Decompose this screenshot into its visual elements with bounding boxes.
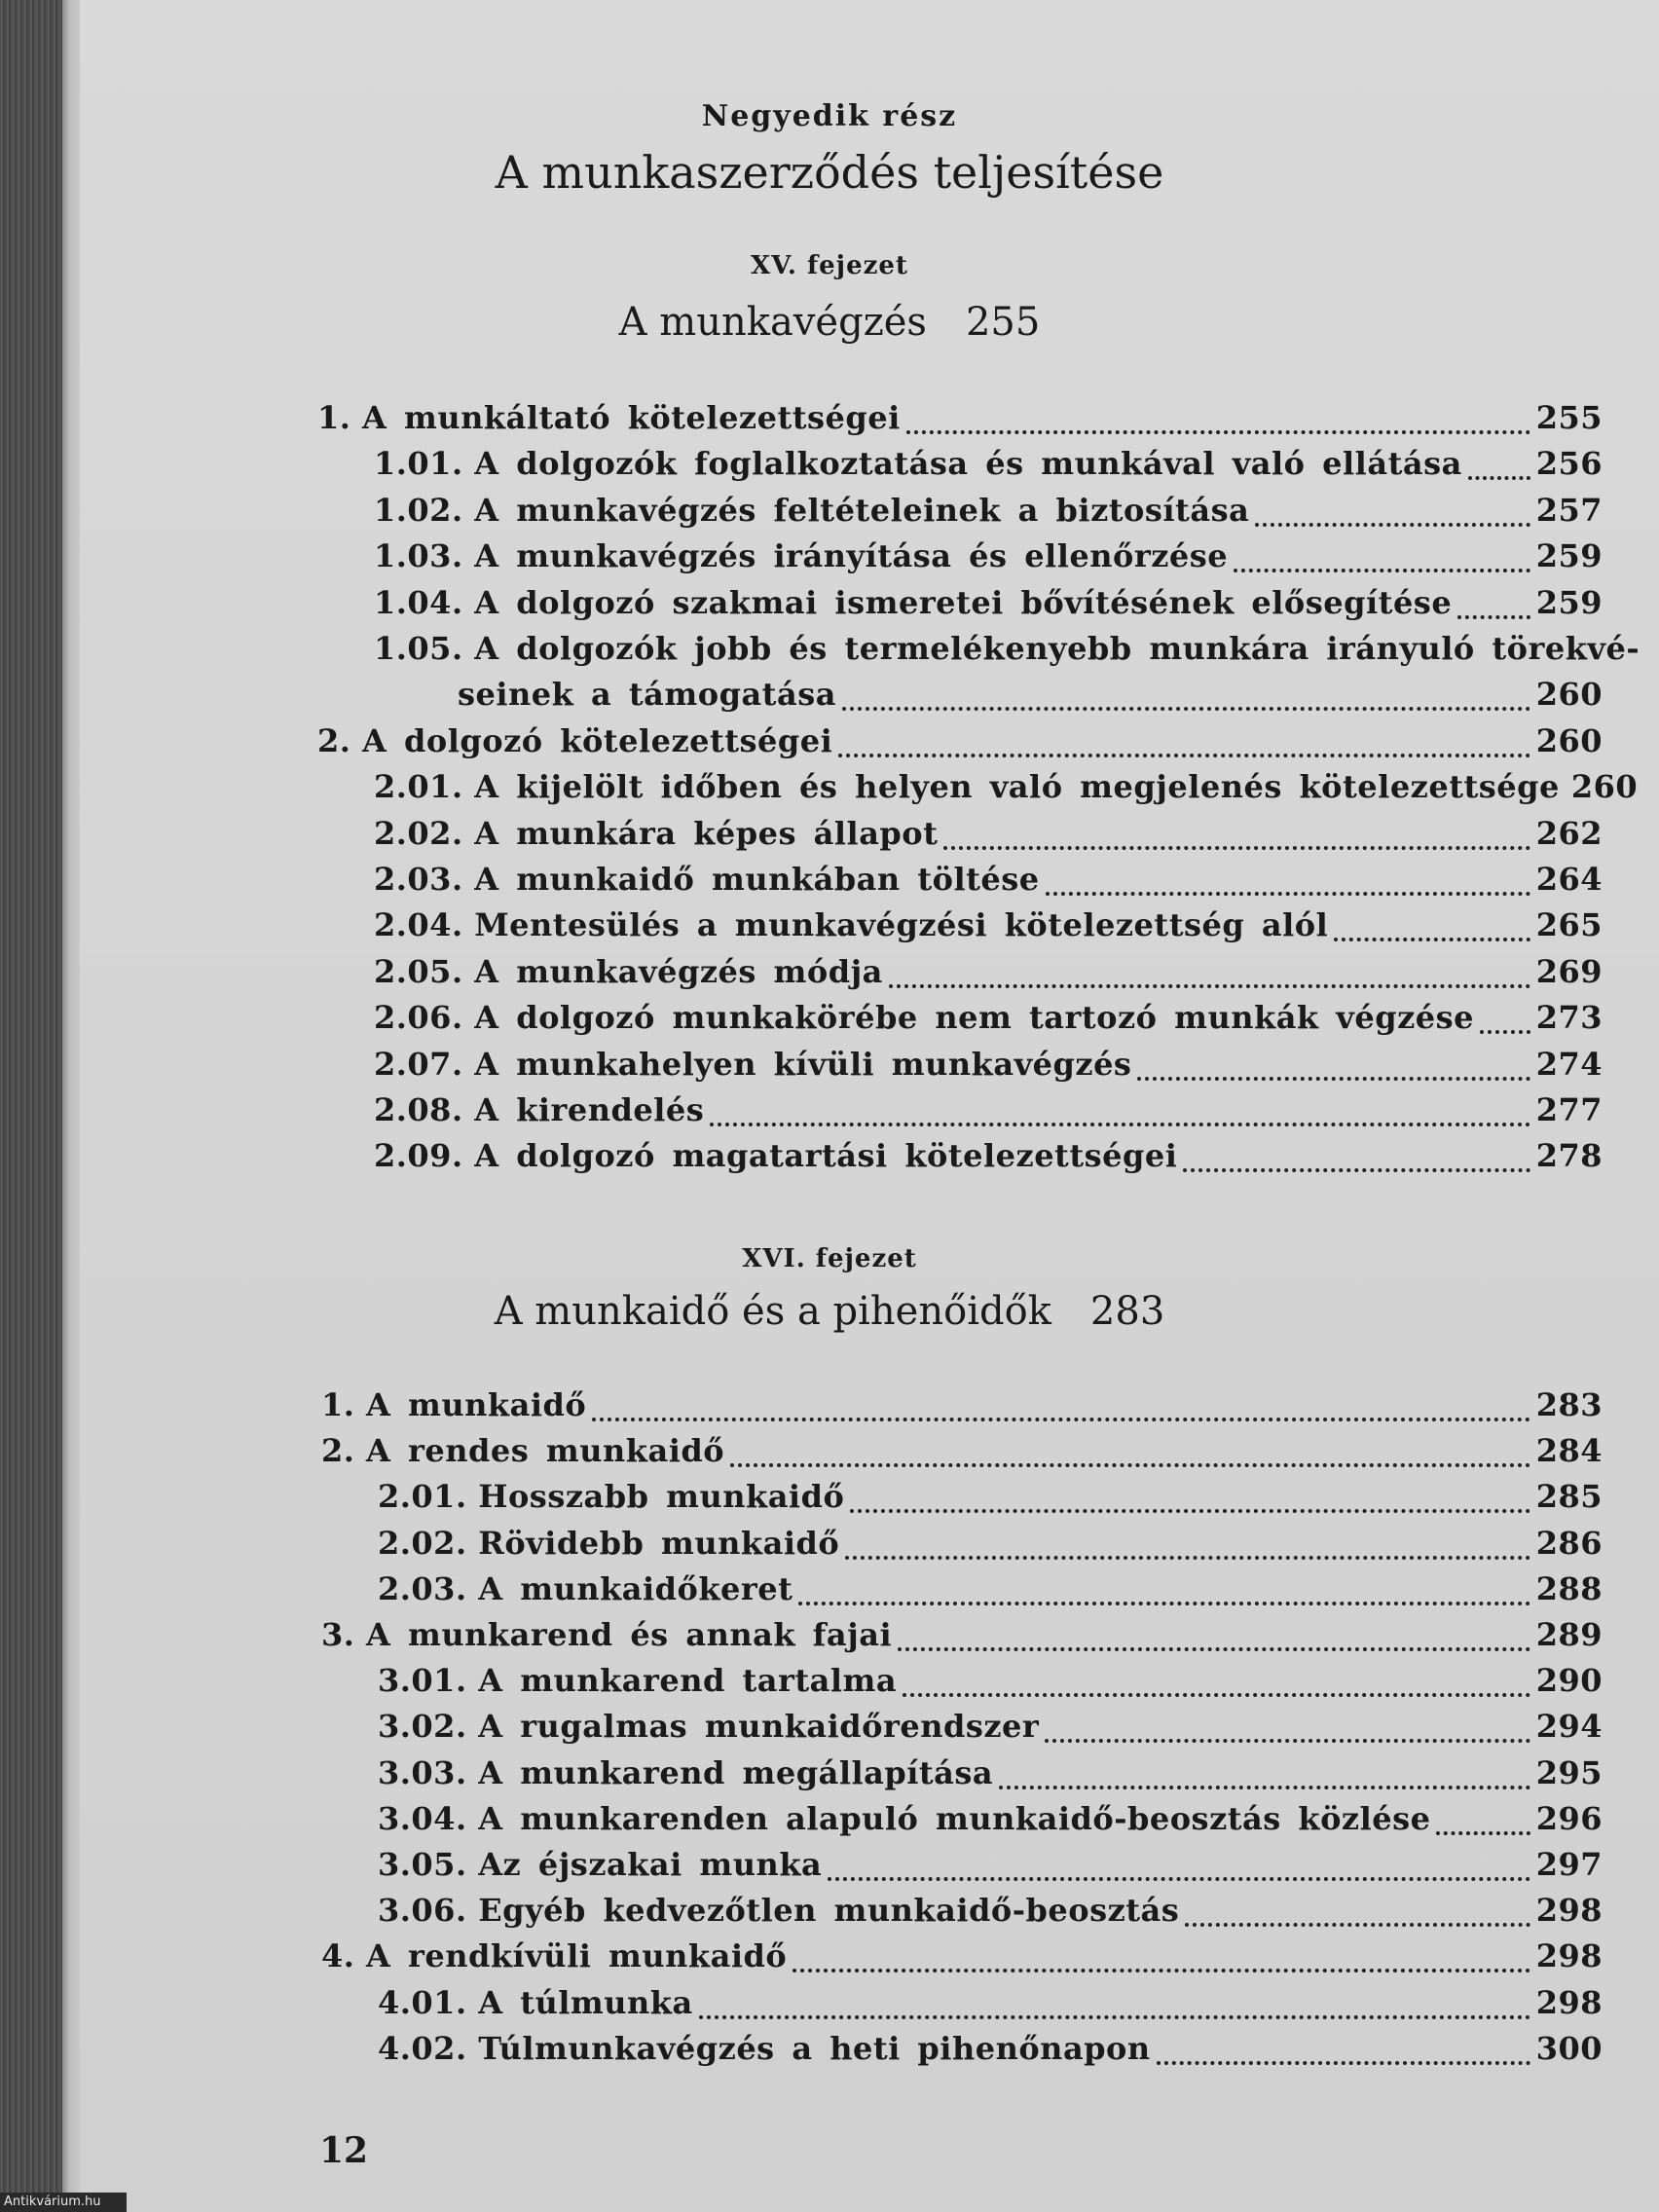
- toc-entry: [317, 399, 1603, 444]
- toc-entry: [374, 584, 1603, 629]
- toc-leader-dots: [1157, 2061, 1530, 2065]
- toc-entry-text: A munkavégzés irányítása és ellenőrzése: [474, 537, 1229, 575]
- toc-entry-number: 1.04.: [374, 583, 475, 621]
- toc-entry-text: A munkavégzés feltételeinek a biztosítása: [474, 491, 1250, 529]
- toc-entry: [374, 768, 1639, 813]
- toc-entry-number: 3.03.: [378, 1753, 479, 1791]
- toc-entry: [317, 722, 1603, 767]
- toc-entry-number: 3.: [321, 1616, 367, 1653]
- toc-entry-text: Egyéb kedvezőtlen munkaidő-beosztás: [478, 1892, 1180, 1930]
- toc-entry: [374, 492, 1603, 536]
- toc-entry-number: 3.01.: [378, 1662, 479, 1700]
- toc-entry-text: A munkaidő: [366, 1386, 587, 1423]
- toc-entry: [378, 1846, 1603, 1891]
- toc-entry-number: 1.05.: [374, 630, 475, 667]
- toc-entry-number: 2.: [317, 721, 363, 759]
- toc-leader-dots: [1436, 1831, 1530, 1835]
- part-title: A munkaszerződés teljesítése: [495, 146, 1164, 199]
- toc-entry-text: A munkaidő munkában töltése: [474, 861, 1040, 898]
- toc-entry: [374, 1137, 1603, 1182]
- toc-entry-text: A dolgozó kötelezettségei: [362, 721, 833, 759]
- toc-entry-number: 2.03.: [374, 861, 475, 898]
- toc-leader-dots: [1183, 1168, 1530, 1172]
- toc-entry-number: 3.05.: [378, 1846, 479, 1883]
- toc-entry-page: 262: [1535, 814, 1603, 852]
- toc-entry-text: A munkáltató kötelezettségei: [362, 399, 901, 436]
- toc-entry-text: A rugalmas munkaidőrendszer: [478, 1708, 1040, 1746]
- toc-leader-dots: [903, 1693, 1530, 1697]
- toc-entry: [321, 1616, 1603, 1661]
- toc-entry-number: 2.01.: [374, 768, 475, 806]
- toc-entry-number: 4.01.: [378, 1983, 479, 2021]
- toc-entry-text: Mentesülés a munkavégzési kötelezettség alól: [474, 906, 1329, 944]
- toc-entry-text: A dolgozó munkakörébe nem tartozó munkák végzése: [474, 999, 1474, 1037]
- toc-entry-number: 1.03.: [374, 537, 475, 575]
- toc-entry: [374, 1046, 1603, 1090]
- toc-entry-page: 273: [1535, 999, 1603, 1037]
- toc-entry-page: 255: [1535, 399, 1603, 436]
- toc-entry-number: 1.: [321, 1386, 367, 1423]
- toc-entry-text: A munkarend tartalma: [478, 1662, 898, 1700]
- toc-entry-number: 2.02.: [378, 1524, 479, 1562]
- toc-entry-page: 257: [1535, 491, 1603, 529]
- toc-entry-text: Hosszabb munkaidő: [478, 1478, 845, 1516]
- toc-entry: [321, 1432, 1603, 1477]
- chapter-15-label: XV. fejezet: [751, 251, 908, 280]
- toc-entry-text: seinek a támogatása: [458, 676, 836, 714]
- chapter-16-title-text: A munkaidő és a pihenőidők: [494, 1289, 1051, 1334]
- toc-entry-text: A munkaidőkeret: [478, 1569, 793, 1607]
- toc-entry-page: 260: [1535, 676, 1603, 714]
- toc-leader-dots: [710, 1123, 1530, 1126]
- toc-entry: [374, 1091, 1603, 1136]
- toc-leader-dots: [592, 1418, 1530, 1421]
- toc-entry-number: 2.01.: [378, 1478, 479, 1516]
- toc-leader-dots: [1234, 569, 1530, 572]
- toc-leader-dots: [730, 1463, 1530, 1467]
- toc-entry-number: 2.08.: [374, 1091, 475, 1128]
- toc-entry-number: 3.04.: [378, 1799, 479, 1837]
- toc-entry-text: A munkavégzés módja: [474, 952, 883, 990]
- toc-entry-number: 2.05.: [374, 952, 475, 990]
- toc-entry-text: A dolgozók foglalkoztatása és munkával való ellátása: [474, 445, 1462, 483]
- toc-entry: [374, 815, 1603, 860]
- toc-entry-text: A kirendelés: [474, 1091, 705, 1128]
- toc-entry-number: 1.01.: [374, 445, 475, 483]
- toc-entry-text: A dolgozó szakmai ismeretei bővítésének elősegítése: [474, 583, 1453, 621]
- toc-entry-text: A munkarenden alapuló munkaidő-beosztás közlése: [478, 1799, 1431, 1837]
- toc-entry-number: 2.03.: [378, 1569, 479, 1607]
- toc-entry-text: A rendkívüli munkaidő: [366, 1937, 788, 1975]
- toc-leader-dots: [699, 2015, 1530, 2019]
- toc-entry-text: A munkarend megállapítása: [478, 1753, 994, 1791]
- toc-entry-page: 298: [1535, 1937, 1603, 1975]
- toc-entry: [378, 1984, 1603, 2029]
- toc-entry-number: 2.04.: [374, 906, 475, 944]
- toc-leader-dots: [1185, 1923, 1530, 1927]
- toc-entry-page: 290: [1535, 1662, 1603, 1700]
- chapter-15-title-page: 255: [965, 300, 1041, 345]
- toc-leader-dots: [828, 1877, 1530, 1881]
- toc-entry-number: 4.02.: [378, 2029, 479, 2067]
- toc-leader-dots: [1045, 1739, 1530, 1743]
- toc-entry-number: 2.02.: [374, 814, 475, 852]
- watermark: Antikvárium.hu: [0, 2193, 127, 2212]
- page-number: 12: [319, 2130, 369, 2171]
- toc-entry-page: 265: [1535, 906, 1603, 944]
- toc-entry-page: 256: [1535, 445, 1603, 483]
- toc-entry-page: 284: [1535, 1432, 1603, 1470]
- toc-entry-number: 2.: [321, 1432, 367, 1470]
- toc-entry: [378, 1754, 1603, 1799]
- toc-entry-page: 298: [1535, 1892, 1603, 1930]
- toc-entry-text: A kijelölt időben és helyen való megjelenés kötelezettsége: [474, 768, 1560, 806]
- toc-entry: [374, 537, 1603, 582]
- chapter-16-label: XVI. fejezet: [742, 1244, 917, 1273]
- toc-entry-page: 297: [1535, 1846, 1603, 1883]
- toc-entry-text: A munkarend és annak fajai: [366, 1616, 893, 1653]
- toc-leader-dots: [845, 1556, 1530, 1560]
- toc-entry-text: A munkahelyen kívüli munkavégzés: [474, 1045, 1132, 1083]
- toc-leader-dots: [943, 846, 1530, 850]
- toc-leader-dots: [798, 1602, 1530, 1605]
- toc-entry-text: A munkára képes állapot: [474, 814, 939, 852]
- toc-entry: [374, 630, 1641, 675]
- toc-leader-dots: [1334, 938, 1530, 941]
- toc-entry-page: 298: [1535, 1983, 1603, 2021]
- toc-entry: [378, 1892, 1603, 1936]
- toc-entry: [374, 861, 1603, 905]
- toc-entry-page: 259: [1535, 583, 1603, 621]
- toc-entry-text: Rövidebb munkaidő: [478, 1524, 840, 1562]
- toc-entry-page: 259: [1535, 537, 1603, 575]
- toc-leader-dots: [1137, 1077, 1530, 1081]
- toc-entry: [378, 2030, 1603, 2075]
- toc-leader-dots: [1255, 523, 1530, 527]
- toc-entry-page: 288: [1535, 1569, 1603, 1607]
- chapter-15-title: [0, 300, 1659, 345]
- toc-leader-dots: [842, 707, 1530, 711]
- toc-entry-number: 2.07.: [374, 1045, 475, 1083]
- toc-leader-dots: [906, 430, 1530, 434]
- toc-leader-dots: [1457, 615, 1530, 619]
- toc-entry: [378, 1662, 1603, 1707]
- toc-entry: [374, 999, 1603, 1044]
- toc-entry: [374, 445, 1603, 490]
- toc-entry: [374, 906, 1603, 951]
- toc-entry: [378, 1570, 1603, 1615]
- toc-entry-page: 295: [1535, 1753, 1603, 1791]
- part-label: Negyedik rész: [701, 99, 958, 133]
- toc-entry-text: Túlmunkavégzés a heti pihenőnapon: [478, 2029, 1151, 2067]
- toc-leader-dots: [838, 754, 1530, 757]
- toc-entry-page: 277: [1535, 1091, 1603, 1128]
- toc-entry-page: 294: [1535, 1708, 1603, 1746]
- toc-leader-dots: [1046, 892, 1530, 896]
- chapter-16-title-page: 283: [1089, 1289, 1165, 1334]
- toc-leader-dots: [793, 1969, 1530, 1972]
- toc-entry: [378, 1525, 1603, 1569]
- toc-entry-page: 260: [1535, 721, 1603, 759]
- chapter-15-title-text: A munkavégzés: [618, 300, 927, 345]
- toc-entry-number: 1.02.: [374, 491, 475, 529]
- toc-entry-page: 269: [1535, 952, 1603, 990]
- toc-entry: [458, 676, 1603, 720]
- toc-entry-text: Az éjszakai munka: [478, 1846, 823, 1883]
- toc-entry-page: 274: [1535, 1045, 1603, 1083]
- toc-entry-page: 289: [1535, 1616, 1603, 1653]
- toc-entry-page: 283: [1535, 1386, 1603, 1423]
- toc-entry-number: 3.06.: [378, 1892, 479, 1930]
- toc-leader-dots: [898, 1647, 1530, 1651]
- toc-entry-page: 285: [1535, 1478, 1603, 1516]
- toc-entry-number: 1.: [317, 399, 363, 436]
- toc-entry: [378, 1708, 1603, 1752]
- toc-entry-page: 300: [1535, 2029, 1603, 2067]
- toc-entry-text: A rendes munkaidő: [366, 1432, 725, 1470]
- toc-entry-text: A dolgozó magatartási kötelezettségei: [474, 1137, 1178, 1175]
- toc-entry-page: 264: [1535, 861, 1603, 898]
- toc-leader-dots: [1468, 476, 1530, 480]
- toc-entry-page: 296: [1535, 1799, 1603, 1837]
- toc-entry-number: 2.06.: [374, 999, 475, 1037]
- toc-leader-dots: [889, 984, 1530, 988]
- toc-entry-number: 2.09.: [374, 1137, 475, 1175]
- toc-entry: [378, 1800, 1603, 1845]
- toc-entry-text: A túlmunka: [478, 1983, 693, 2021]
- toc-leader-dots: [999, 1786, 1530, 1789]
- toc-entry: [321, 1937, 1603, 1982]
- toc-entry-number: 4.: [321, 1937, 367, 1975]
- chapter-16-title: [0, 1289, 1659, 1334]
- toc-entry-text: A dolgozók jobb és termelékenyebb munkára irányuló törekvé-: [474, 630, 1641, 667]
- toc-entry-page: 286: [1535, 1524, 1603, 1562]
- toc-leader-dots: [1480, 1030, 1530, 1034]
- toc-entry-number: 3.02.: [378, 1708, 479, 1746]
- toc-entry: [321, 1386, 1603, 1431]
- toc-entry: [374, 953, 1603, 998]
- toc-entry-page: 260: [1570, 768, 1639, 806]
- toc-leader-dots: [850, 1509, 1530, 1513]
- toc-entry: [378, 1478, 1603, 1523]
- toc-entry-page: 278: [1535, 1137, 1603, 1175]
